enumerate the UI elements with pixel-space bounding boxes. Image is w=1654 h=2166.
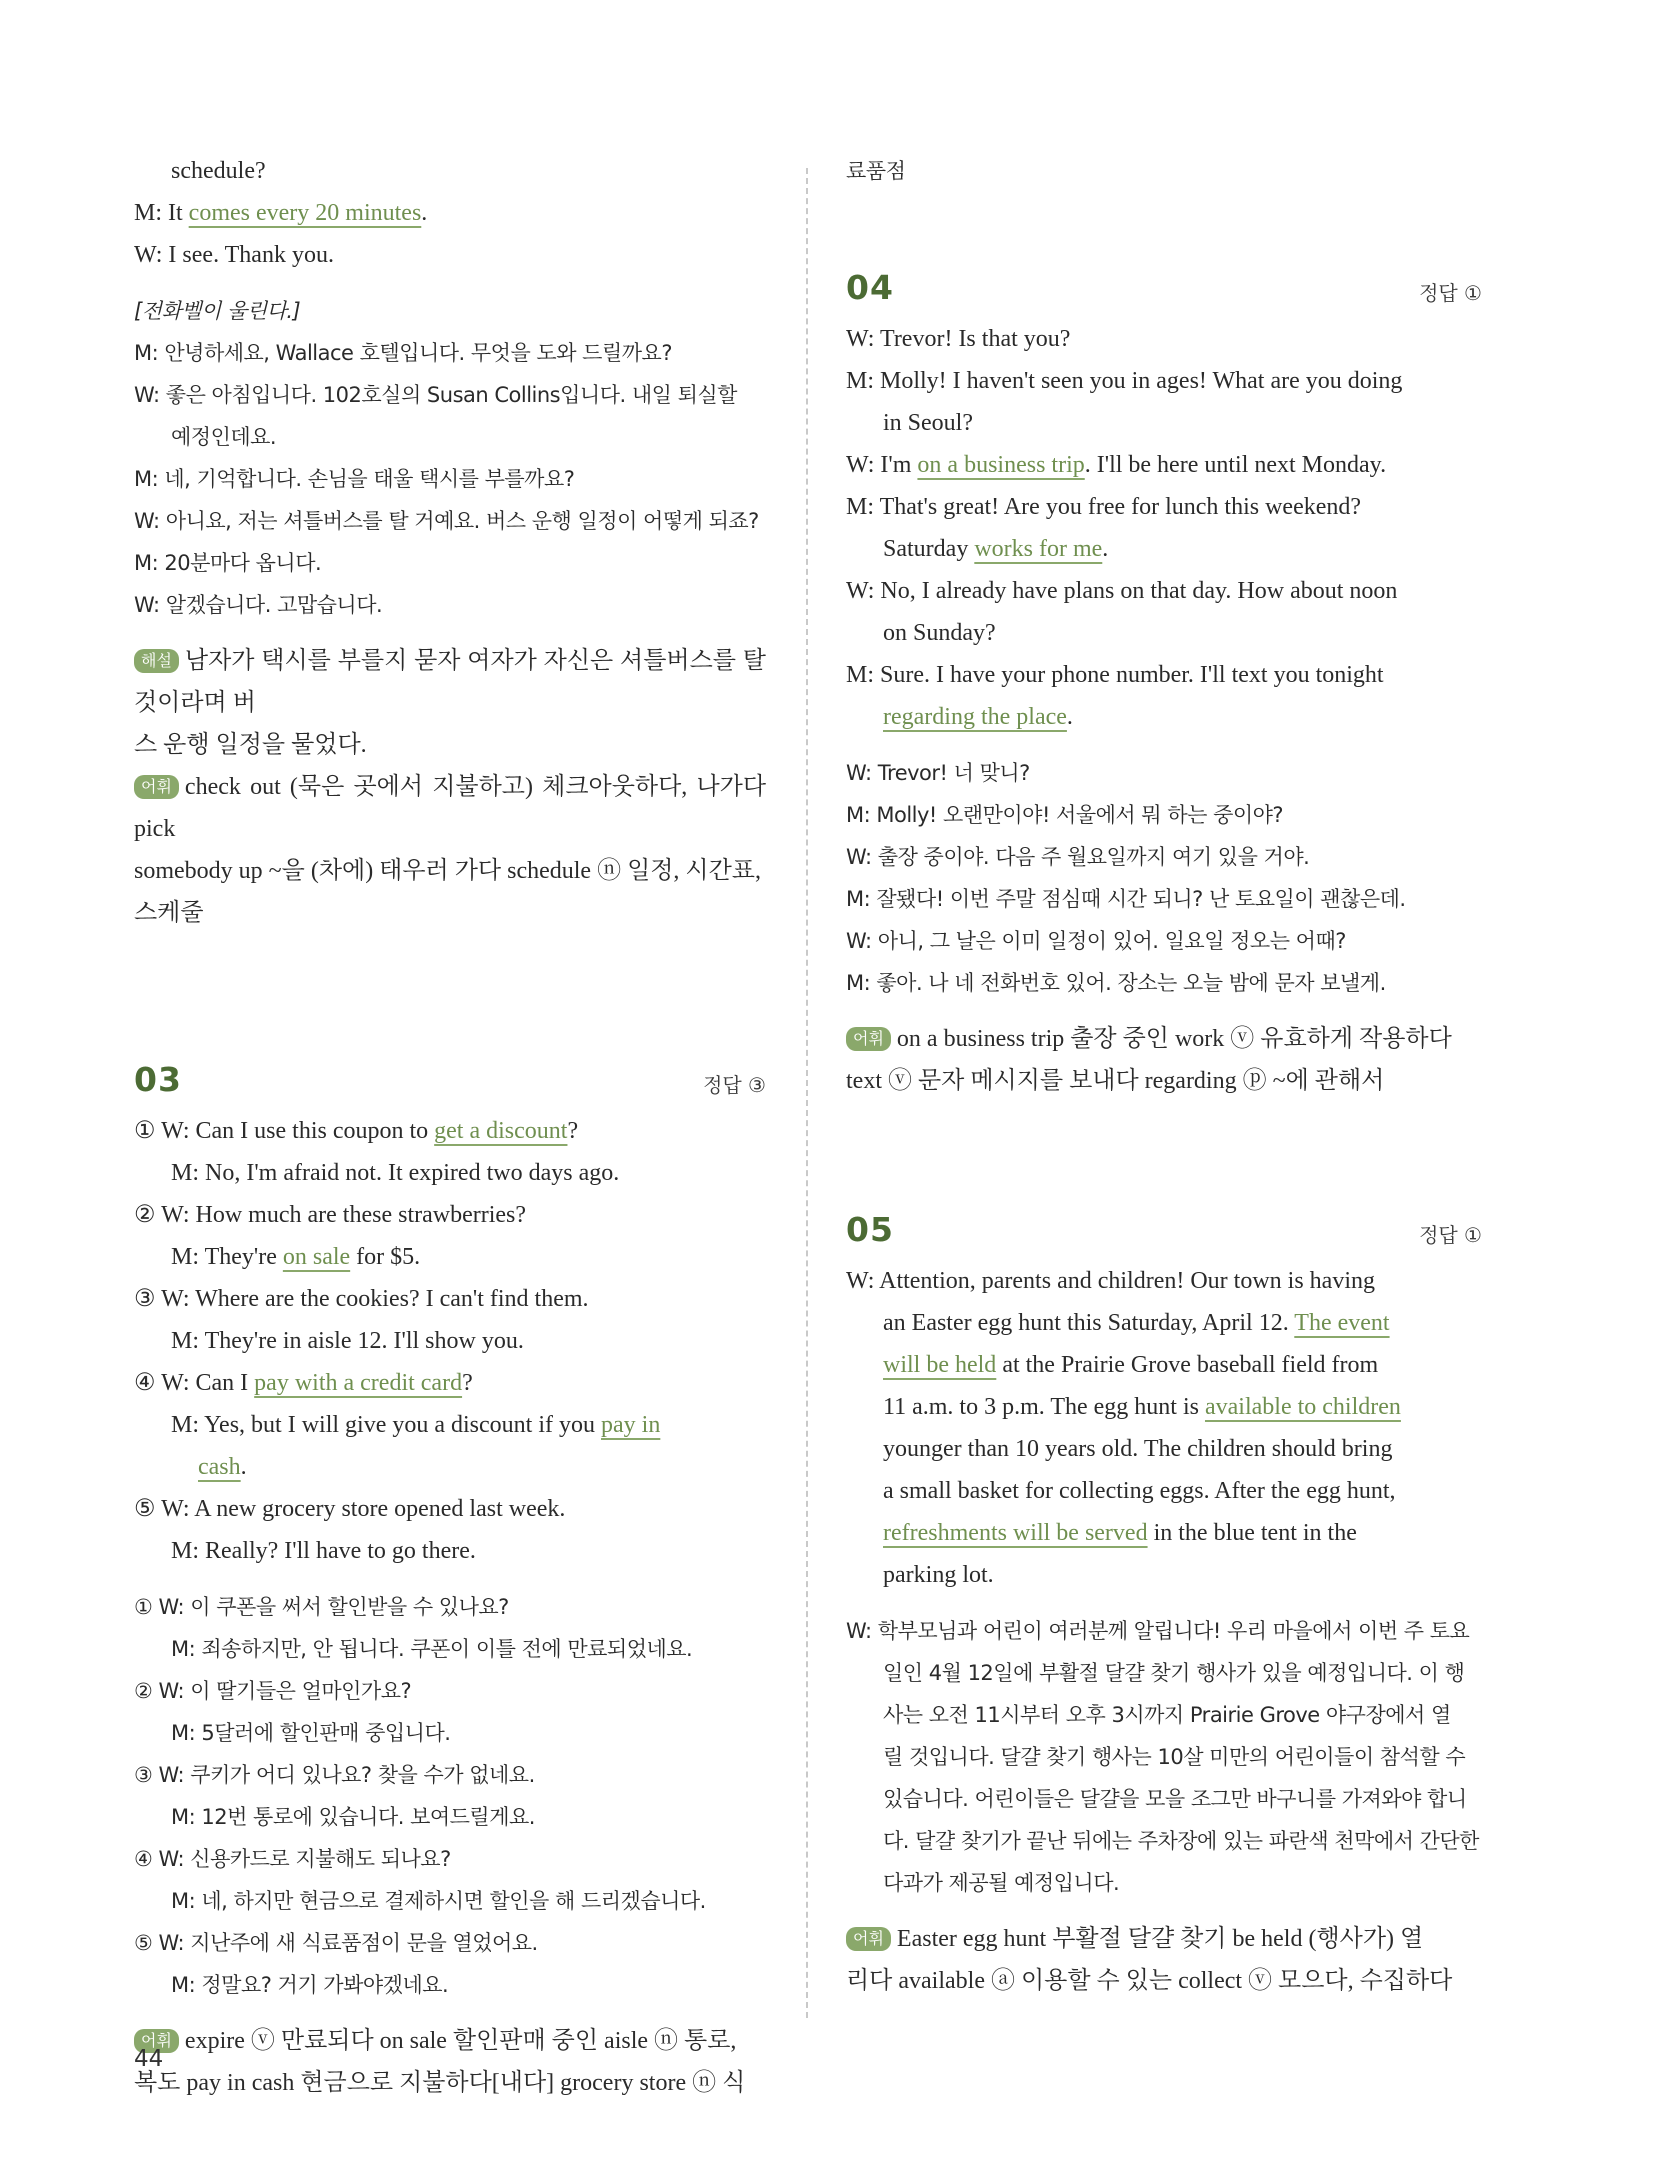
text-span: M: Really? I'll have to go there. — [171, 1538, 476, 1564]
note-text: 복도 pay in cash 현금으로 지불하다[내다] grocery store ⓝ 식 — [134, 2070, 746, 2096]
text-line — [846, 920, 1482, 962]
text-line — [134, 192, 766, 234]
section-03-header — [134, 1056, 766, 1104]
text-span: a small basket for collecting eggs. After the egg hunt, — [883, 1478, 1396, 1504]
text-line — [134, 1838, 766, 1880]
text-span: W: Attention, parents and children! Our town is having — [846, 1268, 1375, 1294]
text-span: M: That's great! Are you free for lunch this weekend? — [846, 494, 1362, 520]
notes-block — [134, 640, 766, 934]
text-line — [134, 1110, 766, 1152]
text-span: W: No, I already have plans on that day. How about noon — [846, 578, 1398, 604]
highlighted-phrase: regarding the place — [883, 704, 1067, 730]
text-span: an Easter egg hunt this Saturday, April 12. — [883, 1310, 1295, 1336]
note-text: 스케줄 — [134, 900, 204, 926]
text-line — [134, 1796, 766, 1838]
text-line — [134, 332, 766, 374]
text-span: 예정인데요. — [171, 425, 277, 449]
section-05-korean — [846, 1610, 1482, 1904]
section-03-korean — [134, 1586, 766, 2006]
section-03-english — [134, 1110, 766, 1572]
text-line — [134, 150, 766, 192]
text-span: M: 12번 통로에 있습니다. 보여드릴게요. — [171, 1805, 535, 1829]
text-line — [134, 1152, 766, 1194]
text-line — [846, 696, 1482, 738]
text-span: . — [1066, 704, 1073, 730]
text-line — [134, 1488, 766, 1530]
text-line — [134, 1530, 766, 1572]
text-span: Saturday — [883, 536, 975, 562]
text-line — [846, 794, 1482, 836]
text-line — [846, 1694, 1482, 1736]
text-line — [846, 360, 1482, 402]
text-line — [134, 1404, 766, 1446]
text-span: M: Yes, but I will give you a discount if you — [171, 1412, 601, 1438]
text-span: M: They're — [171, 1244, 283, 1270]
text-span: M: 죄송하지만, 안 됩니다. 쿠폰이 이틀 전에 만료되었네요. — [171, 1637, 693, 1661]
text-span: M: 잘됐다! 이번 주말 점심때 시간 되니? 난 토요일이 괜찮은데. — [846, 887, 1406, 911]
text-line — [134, 1712, 766, 1754]
section-04-korean — [846, 752, 1482, 1004]
text-line — [134, 1194, 766, 1236]
text-line — [134, 1278, 766, 1320]
text-span: W: 출장 중이야. 다음 주 월요일까지 여기 있을 거야. — [846, 845, 1310, 869]
text-span: . — [421, 200, 428, 226]
text-line — [846, 1302, 1482, 1344]
note-text: Easter egg hunt 부활절 달걀 찾기 be held (행사가) 열 — [896, 1926, 1424, 1952]
text-line — [846, 1428, 1482, 1470]
note-text: somebody up ~을 (차에) 태우러 가다 schedule ⓝ 일정, 시간표, — [134, 858, 761, 884]
text-span: 다과가 제공될 예정입니다. — [883, 1871, 1120, 1895]
text-line — [846, 1820, 1482, 1862]
text-span: on Sunday? — [883, 620, 996, 646]
section-05-notes — [846, 1918, 1482, 2002]
text-line — [846, 1778, 1482, 1820]
text-line — [134, 1880, 766, 1922]
note-line — [846, 1060, 1482, 1102]
text-line — [134, 1236, 766, 1278]
text-span: M: 네, 기억합니다. 손님을 태울 택시를 부를까요? — [134, 467, 575, 491]
section-04-english — [846, 318, 1482, 738]
section-05-english — [846, 1260, 1482, 1596]
note-line — [846, 1918, 1482, 1960]
text-line — [134, 416, 766, 458]
text-line — [134, 1362, 766, 1404]
note-line — [846, 1960, 1482, 2002]
text-span: schedule? — [171, 158, 266, 184]
text-span: M: It — [134, 200, 189, 226]
text-span: W: Trevor! 너 맞니? — [846, 761, 1030, 785]
note-line — [134, 2020, 766, 2062]
text-span: M: 네, 하지만 현금으로 결제하시면 할인을 해 드리겠습니다. — [171, 1889, 706, 1913]
note-text: check out (묵은 곳에서 지불하고) 체크아웃하다, 나가다 pick — [134, 774, 766, 842]
text-line — [846, 1652, 1482, 1694]
text-span: 11 a.m. to 3 p.m. The egg hunt is — [883, 1394, 1205, 1420]
text-span: M: 20분마다 옵니다. — [134, 551, 322, 575]
text-span: at the Prairie Grove baseball field from — [996, 1352, 1379, 1378]
text-line — [846, 318, 1482, 360]
text-span: in the blue tent in the — [1147, 1520, 1357, 1546]
text-line — [846, 1512, 1482, 1554]
text-line — [134, 584, 766, 626]
text-span: W: 좋은 아침입니다. 102호실의 Susan Collins입니다. 내일 퇴실할 — [134, 383, 737, 407]
text-line — [846, 1610, 1482, 1652]
section-04-notes — [846, 1018, 1482, 1102]
dialogue-english — [134, 150, 766, 276]
text-span: 일인 4월 12일에 부활절 달걀 찾기 행사가 있을 예정입니다. 이 행 — [883, 1661, 1465, 1685]
text-span: ③ W: Where are the cookies? I can't find them. — [134, 1286, 589, 1312]
note-badge: 어휘 — [846, 1927, 891, 1951]
text-span: . — [1102, 536, 1109, 562]
text-span: M: Molly! I haven't seen you in ages! What are you doing — [846, 368, 1403, 394]
section-03-notes — [134, 2020, 766, 2104]
highlighted-phrase: cash — [198, 1454, 241, 1480]
section-number: 05 — [846, 1210, 894, 1249]
text-span: M: 좋아. 나 네 전화번호 있어. 장소는 오늘 밤에 문자 보낼게. — [846, 971, 1386, 995]
text-span: ② W: 이 딸기들은 얼마인가요? — [134, 1679, 412, 1703]
text-span: ? — [567, 1118, 579, 1144]
note-line — [134, 2062, 766, 2104]
text-span: M: No, I'm afraid not. It expired two days ago. — [171, 1160, 620, 1186]
note-line — [134, 850, 766, 892]
text-span: parking lot. — [883, 1562, 994, 1588]
text-span: ③ W: 쿠키가 어디 있나요? 찾을 수가 없네요. — [134, 1763, 535, 1787]
text-span: W: Trevor! Is that you? — [846, 326, 1071, 352]
text-line — [846, 1260, 1482, 1302]
note-line — [134, 892, 766, 934]
text-span: W: I'm — [846, 452, 918, 478]
text-span: W: 아니, 그 날은 이미 일정이 있어. 일요일 정오는 어때? — [846, 929, 1346, 953]
note-text: on a business trip 출장 중인 work ⓥ 유효하게 작용하다 — [896, 1026, 1452, 1052]
note-text: 남자가 택시를 부를지 묻자 여자가 자신은 셔틀버스를 탈 것이라며 버 — [134, 648, 766, 716]
text-span: M: They're in aisle 12. I'll show you. — [171, 1328, 524, 1354]
text-line — [134, 1320, 766, 1362]
text-span: M: Molly! 오랜만이야! 서울에서 뭐 하는 중이야? — [846, 803, 1284, 827]
highlighted-phrase: on sale — [282, 1244, 351, 1270]
text-line — [846, 1862, 1482, 1904]
highlighted-phrase: refreshments will be served — [883, 1520, 1148, 1546]
highlighted-phrase: available to children — [1204, 1394, 1401, 1420]
text-line — [846, 962, 1482, 1004]
highlighted-phrase: get a discount — [434, 1118, 568, 1144]
text-span: M: 5달러에 할인판매 중입니다. — [171, 1721, 451, 1745]
dialogue-korean — [134, 290, 766, 626]
text-span: [전화벨이 울린다.] — [134, 299, 301, 323]
text-line — [846, 1470, 1482, 1512]
text-line — [134, 290, 766, 332]
text-line — [846, 1736, 1482, 1778]
note-badge: 어휘 — [134, 2029, 179, 2053]
text-span: ② W: How much are these strawberries? — [134, 1202, 527, 1228]
note-line — [134, 640, 766, 724]
text-line — [134, 1586, 766, 1628]
text-span: . — [240, 1454, 247, 1480]
section-05-header — [846, 1206, 1482, 1254]
text-line — [846, 402, 1482, 444]
continued-text: 료품점 — [846, 159, 906, 183]
text-span: ① W: 이 쿠폰을 써서 할인받을 수 있나요? — [134, 1595, 509, 1619]
note-text: 리다 available ⓐ 이용할 수 있는 collect ⓥ 모으다, 수집하다 — [846, 1968, 1453, 1994]
text-span: ⑤ W: 지난주에 새 식료품점이 문을 열었어요. — [134, 1931, 538, 1955]
text-line — [846, 1554, 1482, 1596]
text-span: ? — [462, 1370, 473, 1396]
text-line — [846, 528, 1482, 570]
section-04-header — [846, 264, 1482, 312]
note-line — [846, 1018, 1482, 1060]
text-line — [846, 1386, 1482, 1428]
note-line — [134, 724, 766, 766]
text-line — [846, 654, 1482, 696]
text-line — [846, 836, 1482, 878]
text-line — [134, 374, 766, 416]
text-span: younger than 10 years old. The children should bring — [883, 1436, 1393, 1462]
text-span: M: Sure. I have your phone number. I'll text you tonight — [846, 662, 1384, 688]
text-span: 릴 것입니다. 달걀 찾기 행사는 10살 미만의 어린이들이 참석할 수 — [883, 1745, 1466, 1769]
text-span: 있습니다. 어린이들은 달걀을 모을 조그만 바구니를 가져와야 합니 — [883, 1787, 1467, 1811]
text-span: ① W: Can I use this coupon to — [134, 1118, 435, 1144]
note-line — [134, 766, 766, 850]
highlighted-phrase: will be held — [883, 1352, 997, 1378]
text-line — [134, 500, 766, 542]
answer-label: 정답 ① — [1419, 1223, 1482, 1247]
text-line — [846, 570, 1482, 612]
note-text: expire ⓥ 만료되다 on sale 할인판매 중인 aisle ⓝ 통로, — [184, 2028, 737, 2054]
highlighted-phrase: The event — [1294, 1310, 1390, 1336]
text-line — [846, 486, 1482, 528]
answer-label: 정답 ③ — [703, 1073, 766, 1097]
highlighted-phrase: pay in — [601, 1412, 661, 1438]
text-line — [134, 1964, 766, 2006]
text-span: M: 안녕하세요, Wallace 호텔입니다. 무엇을 도와 드릴까요? — [134, 341, 672, 365]
text-span: W: 알겠습니다. 고맙습니다. — [134, 593, 383, 617]
section-number: 03 — [134, 1060, 182, 1099]
left-column — [134, 150, 766, 2104]
column-divider — [806, 168, 808, 2018]
text-span: ④ W: Can I — [134, 1370, 255, 1396]
text-line — [134, 1628, 766, 1670]
text-span: 다. 달걀 찾기가 끝난 뒤에는 주차장에 있는 파란색 천막에서 간단한 — [883, 1829, 1479, 1853]
text-span: M: 정말요? 거기 가봐야겠네요. — [171, 1973, 449, 1997]
note-badge: 어휘 — [134, 775, 179, 799]
text-line — [134, 542, 766, 584]
text-span: in Seoul? — [883, 410, 973, 436]
text-line — [134, 1922, 766, 1964]
note-text: 스 운행 일정을 물었다. — [134, 732, 367, 758]
note-badge: 어휘 — [846, 1027, 891, 1051]
answer-label: 정답 ① — [1419, 281, 1482, 305]
text-span: . I'll be here until next Monday. — [1084, 452, 1387, 478]
text-span: for $5. — [350, 1244, 421, 1270]
highlighted-phrase: on a business trip — [917, 452, 1085, 478]
text-line — [134, 1670, 766, 1712]
text-span: ④ W: 신용카드로 지불해도 되나요? — [134, 1847, 451, 1871]
text-line — [846, 878, 1482, 920]
page-number: 44 — [134, 2046, 164, 2072]
right-column — [846, 150, 1482, 2002]
text-line — [846, 444, 1482, 486]
text-line — [134, 1754, 766, 1796]
text-line — [846, 752, 1482, 794]
text-span: W: 학부모님과 어린이 여러분께 알립니다! 우리 마을에서 이번 주 토요 — [846, 1619, 1470, 1643]
text-span: W: I see. Thank you. — [134, 242, 334, 268]
text-span: 사는 오전 11시부터 오후 3시까지 Prairie Grove 야구장에서 열 — [883, 1703, 1451, 1727]
highlighted-phrase: works for me — [974, 536, 1103, 562]
note-text: text ⓥ 문자 메시지를 보내다 regarding ⓟ ~에 관해서 — [846, 1068, 1385, 1094]
text-span: W: 아니요, 저는 셔틀버스를 탈 거예요. 버스 운행 일정이 어떻게 되죠? — [134, 509, 759, 533]
text-line — [134, 1446, 766, 1488]
text-span: ⑤ W: A new grocery store opened last week. — [134, 1496, 566, 1522]
section-number: 04 — [846, 268, 894, 307]
text-line — [846, 1344, 1482, 1386]
note-badge: 해설 — [134, 649, 179, 673]
text-line — [846, 612, 1482, 654]
text-line — [134, 458, 766, 500]
highlighted-phrase: pay with a credit card — [254, 1370, 463, 1396]
text-line — [134, 234, 766, 276]
highlighted-phrase: comes every 20 minutes — [188, 200, 422, 226]
